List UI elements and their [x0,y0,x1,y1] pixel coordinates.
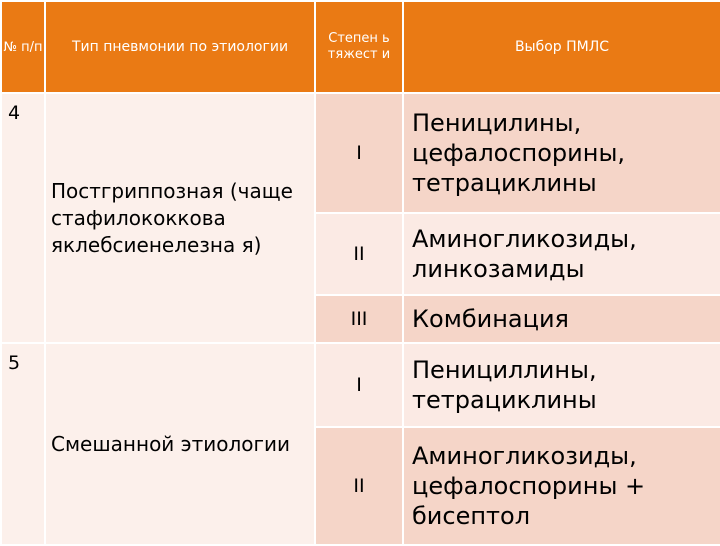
severity-degree: II [315,213,403,295]
pneumonia-type: Постгриппозная (чаще стафилококкова яклебсиенелезна я) [45,93,315,343]
severity-degree: I [315,343,403,427]
drug-choice: Аминогликозиды, цефалоспорины + бисептол [403,427,720,545]
header-number: № п/п [1,1,45,93]
header-drug-choice: Выбор ПМЛС [403,1,720,93]
drug-choice: Комбинация [403,295,720,343]
drug-choice: Пенициллины, тетрациклины [403,343,720,427]
table-row [1,93,720,213]
table-header-row [1,1,720,93]
header-severity: Степен ь тяжест и [315,1,403,93]
drug-choice: Аминогликозиды, линкозамиды [403,213,720,295]
drug-choice: Пеницилины, цефалоспорины, тетрациклины [403,93,720,213]
row-number: 5 [1,343,45,545]
severity-degree: II [315,427,403,545]
severity-degree: I [315,93,403,213]
header-pneumonia-type: Тип пневмонии по этиологии [45,1,315,93]
severity-degree: III [315,295,403,343]
row-number: 4 [1,93,45,343]
pneumonia-type: Смешанной этиологии [45,343,315,545]
table-row [1,343,720,427]
